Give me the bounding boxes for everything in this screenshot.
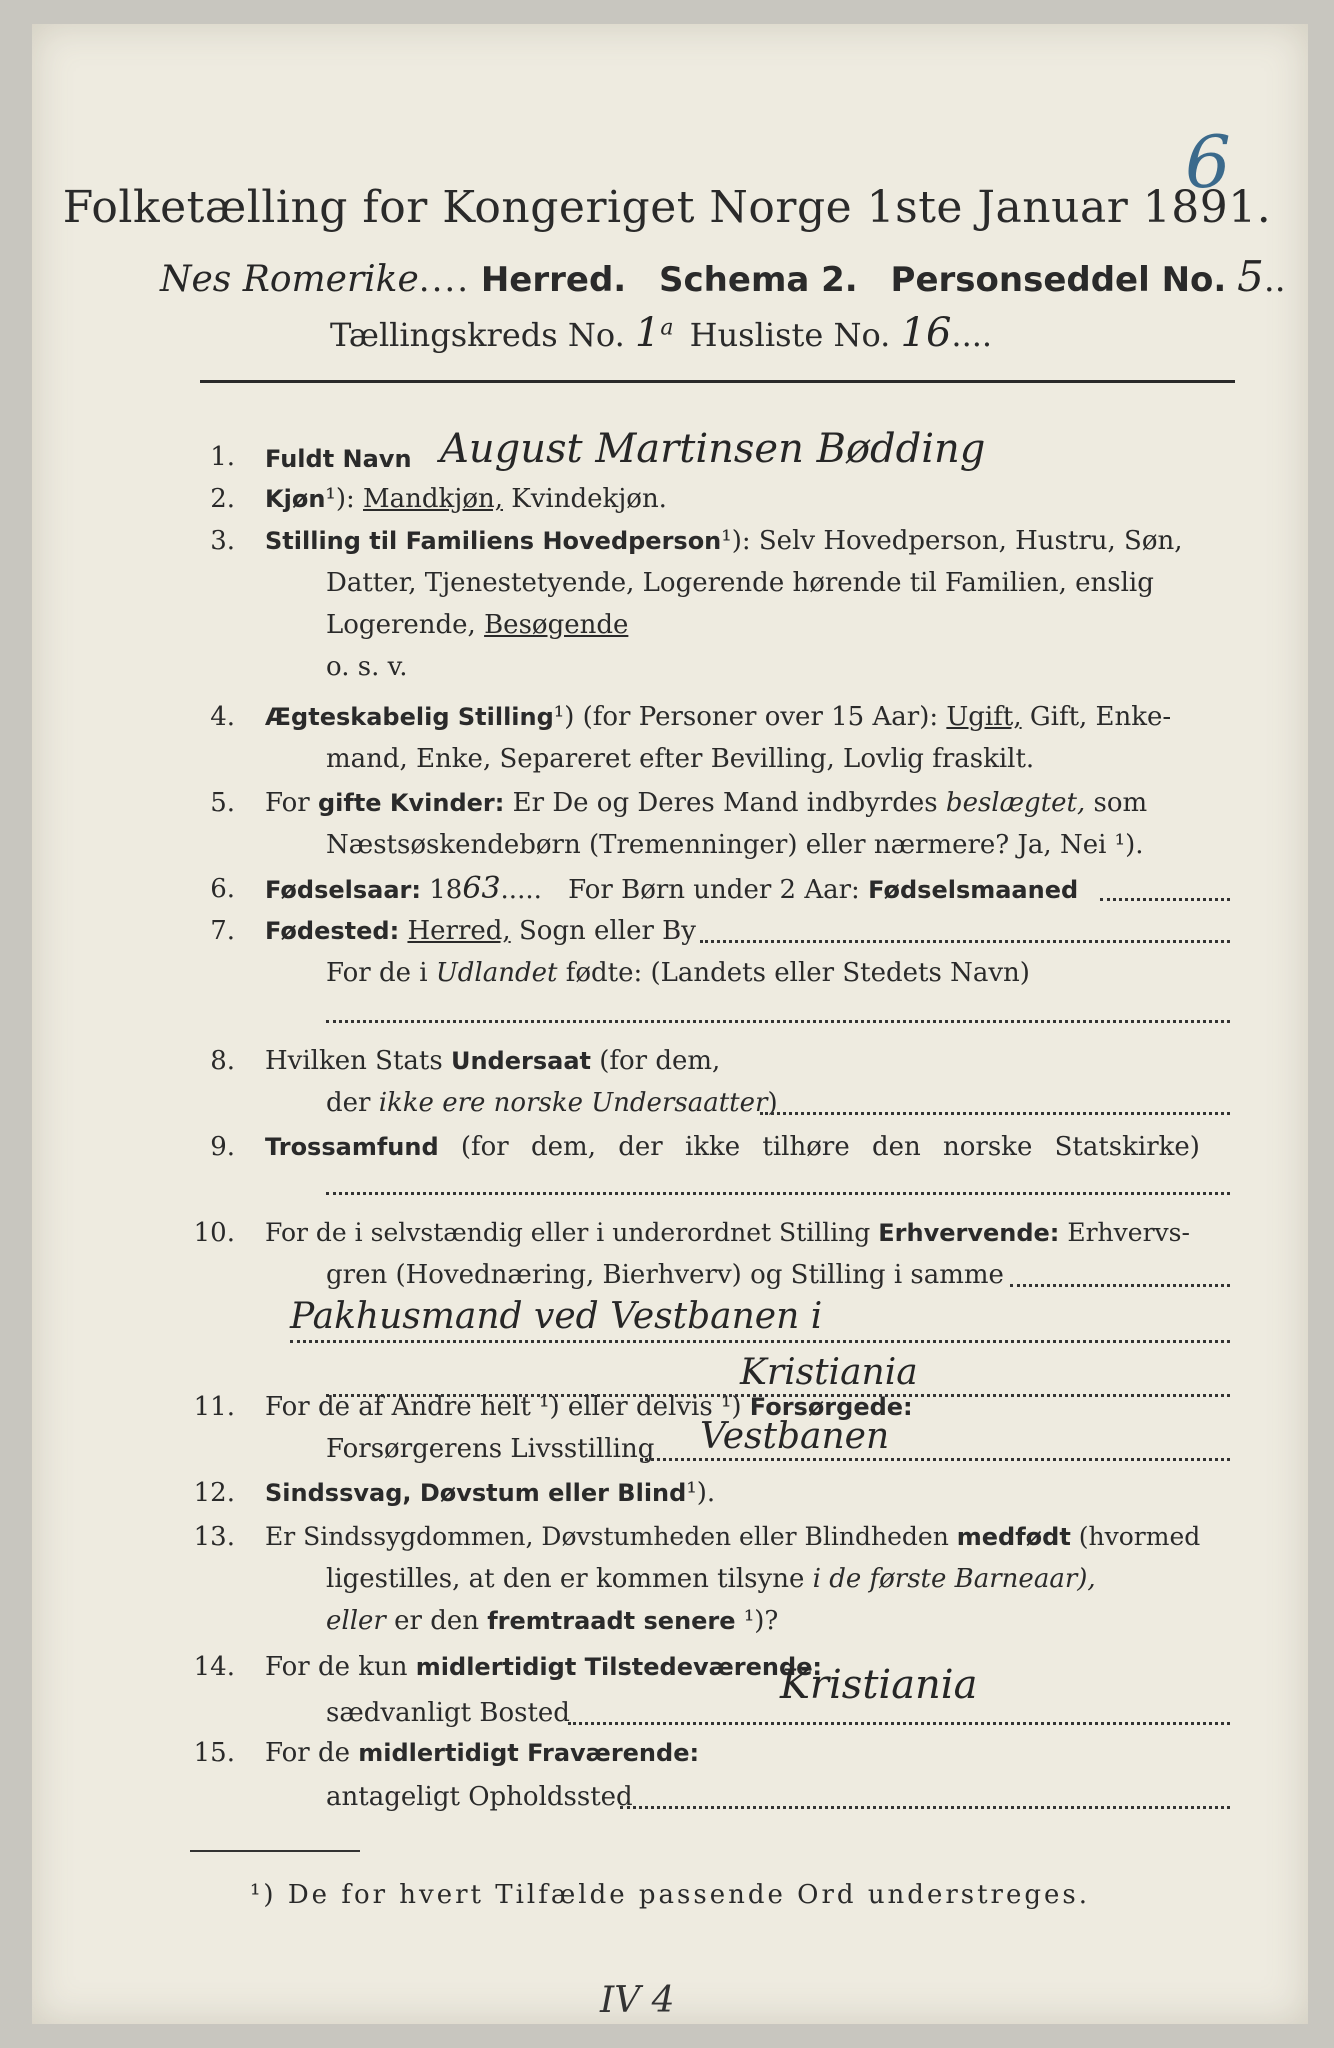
item-5-line-2: Næstsøskendebørn (Tremenninger) eller nærmere? Ja, Nei ¹). xyxy=(326,830,1144,860)
item-13-eller: eller xyxy=(326,1606,386,1636)
item-14-label: midlertidigt Tilstedeværende: xyxy=(415,1653,823,1681)
item-6-label: Fødselsaar: xyxy=(265,876,421,904)
item-7-foreign: Udlandet xyxy=(435,958,558,988)
item-11-dots xyxy=(640,1458,1230,1461)
item-7-line-1 xyxy=(265,910,696,952)
item-3-line-3 xyxy=(326,604,628,646)
herred-label: Herred. xyxy=(480,260,627,300)
item-7-answer-dots xyxy=(326,1020,1230,1023)
item-number: 9. xyxy=(210,1132,235,1162)
item-15-line-2: antageligt Opholdssted xyxy=(326,1782,633,1812)
item-3-etc: o. s. v. xyxy=(326,652,408,682)
item-13-line-1 xyxy=(265,1516,1200,1558)
item-number: 4. xyxy=(210,702,235,732)
item-8-dots xyxy=(760,1112,1230,1115)
item-5-question: Er De og Deres Mand indbyrdes xyxy=(512,788,938,818)
header-rule xyxy=(200,380,1235,383)
item-8-label: Undersaat xyxy=(450,1047,591,1075)
personseddel-handwritten: 5 xyxy=(1237,252,1264,301)
occupation-handwritten-2: Kristiania xyxy=(740,1352,918,1393)
item-14-line-1 xyxy=(265,1646,822,1688)
item-5-som: som xyxy=(1093,788,1148,818)
item-13-line-2 xyxy=(326,1558,1096,1600)
item-number: 13. xyxy=(193,1522,235,1552)
item-15-label: midlertidigt Fraværende: xyxy=(358,1739,700,1767)
item-10-line-2: gren (Hovednæring, Bierhverv) og Stilling i samme xyxy=(326,1260,1004,1290)
item-number: 8. xyxy=(210,1046,235,1076)
page-number: 6 xyxy=(1185,120,1231,204)
item-number: 7. xyxy=(210,916,235,946)
item-8-line-1 xyxy=(265,1040,720,1082)
birth-month-dots xyxy=(1100,898,1230,901)
item-9-dots xyxy=(326,1192,1230,1195)
item-2-sup: ¹): xyxy=(325,484,355,514)
item-3-option-besogende: Besøgende xyxy=(484,610,629,640)
birth-year-handwritten: 63 xyxy=(462,871,501,906)
item-11-text: For de af Andre helt ¹) eller delvis ¹) xyxy=(265,1392,742,1422)
item-3-sup: ¹): xyxy=(721,526,751,556)
item-15-dots xyxy=(620,1806,1230,1809)
item-1-label: Fuldt Navn xyxy=(265,445,412,473)
item-7-label: Fødested: xyxy=(265,917,400,945)
item-number: 12. xyxy=(193,1478,235,1508)
item-2-label: Kjøn xyxy=(265,485,326,513)
item-7-options: Sogn eller By xyxy=(518,916,696,946)
schema-label: Schema 2. xyxy=(659,260,858,300)
item-6-birth-month-label: Fødselsmaaned xyxy=(868,876,1079,904)
kreds-superscript: a xyxy=(660,315,674,341)
item-10-dots-1 xyxy=(1010,1284,1230,1287)
husliste-label: Husliste No. xyxy=(689,316,891,354)
item-5-related: beslægtet, xyxy=(945,788,1086,818)
occupation-handwritten-1: Pakhusmand ved Vestbanen i xyxy=(290,1296,823,1337)
item-8-der: der xyxy=(326,1088,371,1118)
item-13-childhood: i de første Barneaar), xyxy=(812,1564,1096,1594)
item-5-label: gifte Kvinder: xyxy=(317,789,505,817)
kreds-handwritten: 1 xyxy=(634,310,661,356)
item-5-prefix: For xyxy=(265,788,310,818)
item-number: 10. xyxy=(193,1218,235,1248)
item-10-erhvervs: Erhvervs- xyxy=(1067,1218,1190,1247)
item-3-line-1 xyxy=(265,520,1183,562)
bottom-mark: IV 4 xyxy=(600,1980,675,2021)
item-number: 2. xyxy=(210,484,235,514)
item-15-text: For de xyxy=(265,1738,350,1768)
item-number: 5. xyxy=(210,788,235,818)
herred-handwritten: Nes Romerike xyxy=(160,259,419,300)
item-12-label: Sindssvag, Døvstum eller Blind xyxy=(265,1479,687,1507)
item-8-prefix: Hvilken Stats xyxy=(265,1046,443,1076)
provider-occupation-handwritten: Vestbanen xyxy=(700,1416,890,1457)
item-13-hvormed: (hvormed xyxy=(1078,1522,1201,1551)
footnote: ¹) De for hvert Tilfælde passende Ord understreges. xyxy=(250,1880,1091,1910)
item-3-options-2: Datter, Tjenestetyende, Logerende hørende til Familien, enslig xyxy=(326,568,1154,598)
item-3-option-logerende: Logerende, xyxy=(326,610,476,640)
item-2-text xyxy=(265,478,667,520)
husliste-handwritten: 16 xyxy=(900,310,952,356)
header-line-2 xyxy=(160,252,1286,301)
item-4-condition: (for Personer over 15 Aar): xyxy=(582,702,939,732)
item-4-sup: ¹) xyxy=(553,702,575,732)
marital-option-gift: Gift, Enke- xyxy=(1029,702,1172,732)
item-4-options-2: mand, Enke, Separeret efter Bevilling, Lovlig fraskilt. xyxy=(326,744,1035,774)
form-title: Folketælling for Kongeriget Norge 1ste Januar 1891. xyxy=(62,182,1272,233)
item-14-dots xyxy=(568,1722,1230,1725)
full-name-handwritten: August Martinsen Bødding xyxy=(440,426,986,472)
header-line-3 xyxy=(330,310,992,356)
item-13-label: medfødt xyxy=(956,1523,1071,1551)
item-13-emerged: ligestilles, at den er kommen tilsyne xyxy=(326,1564,805,1594)
item-number: 14. xyxy=(193,1652,235,1682)
item-10-dots-2 xyxy=(290,1340,1230,1343)
item-13-sup: ¹)? xyxy=(743,1606,779,1636)
birthplace-option-herred: Herred, xyxy=(407,916,511,946)
item-8-not-norwegian: ikke ere norske Undersaatter xyxy=(378,1088,768,1118)
item-7-foreign-prefix: For de i xyxy=(326,958,428,988)
item-7-dots xyxy=(700,940,1230,943)
item-13-later-label: fremtraadt senere xyxy=(487,1607,736,1635)
personseddel-dots: .. xyxy=(1263,260,1286,300)
item-4-label: Ægteskabelig Stilling xyxy=(265,703,554,731)
birth-year-prefix: 18 xyxy=(429,875,463,905)
birth-year-dots: ..... xyxy=(500,875,542,905)
item-number: 6. xyxy=(210,874,235,904)
footnote-rule xyxy=(190,1850,360,1852)
item-3-label: Stilling til Familiens Hovedperson xyxy=(265,527,722,555)
item-4-line-1 xyxy=(265,696,1171,738)
kreds-label: Tællingskreds No. xyxy=(330,316,625,354)
item-13-er-den: er den xyxy=(394,1606,479,1636)
item-7-foreign-text: fødte: (Landets eller Stedets Navn) xyxy=(565,958,1030,988)
item-3-options-1: Selv Hovedperson, Hustru, Søn, xyxy=(758,526,1183,556)
item-9-condition: (for dem, der ikke tilhøre den norske Statskirke) xyxy=(460,1132,1200,1162)
item-11-label: Forsørgede: xyxy=(749,1393,913,1421)
gender-option-male: Mandkjøn, xyxy=(363,484,503,514)
usual-residence-handwritten: Kristiania xyxy=(780,1662,978,1708)
item-8-condition: (for dem, xyxy=(599,1046,721,1076)
item-14-text: For de kun xyxy=(265,1652,408,1682)
item-11-line-2: Forsørgerens Livsstilling xyxy=(326,1434,655,1464)
item-number: 11. xyxy=(193,1392,235,1422)
item-6-line xyxy=(265,868,1078,911)
gender-option-female: Kvindekjøn. xyxy=(511,484,667,514)
item-9-label: Trossamfund xyxy=(265,1133,439,1161)
item-10-line-1 xyxy=(265,1212,1190,1254)
item-9-line xyxy=(265,1126,1200,1168)
item-8-line-2: der ikke ere norske Undersaatter) xyxy=(326,1088,778,1118)
item-10-label: Erhvervende: xyxy=(878,1219,1060,1247)
item-14-line-2: sædvanligt Bosted xyxy=(326,1698,570,1728)
item-6-infants: For Børn under 2 Aar: xyxy=(568,875,860,905)
item-13-text: Er Sindssygdommen, Døvstumheden eller Blindheden xyxy=(265,1522,949,1551)
item-13-line-3 xyxy=(326,1600,778,1642)
item-number: 3. xyxy=(210,526,235,556)
item-number: 15. xyxy=(193,1738,235,1768)
item-5-line-1 xyxy=(265,782,1147,824)
marital-option-ugift: Ugift, xyxy=(946,702,1022,732)
herred-dots: .... xyxy=(418,260,471,300)
item-15-line-1 xyxy=(265,1732,699,1774)
item-12-sup: ¹). xyxy=(686,1478,716,1508)
husliste-dots: .... xyxy=(951,316,993,354)
item-number: 1. xyxy=(210,442,235,472)
item-10-text: For de i selvstændig eller i underordnet Stilling xyxy=(265,1218,871,1247)
personseddel-label: Personseddel No. xyxy=(890,260,1227,300)
item-7-line-2 xyxy=(326,952,1030,994)
item-12-line xyxy=(265,1472,715,1514)
